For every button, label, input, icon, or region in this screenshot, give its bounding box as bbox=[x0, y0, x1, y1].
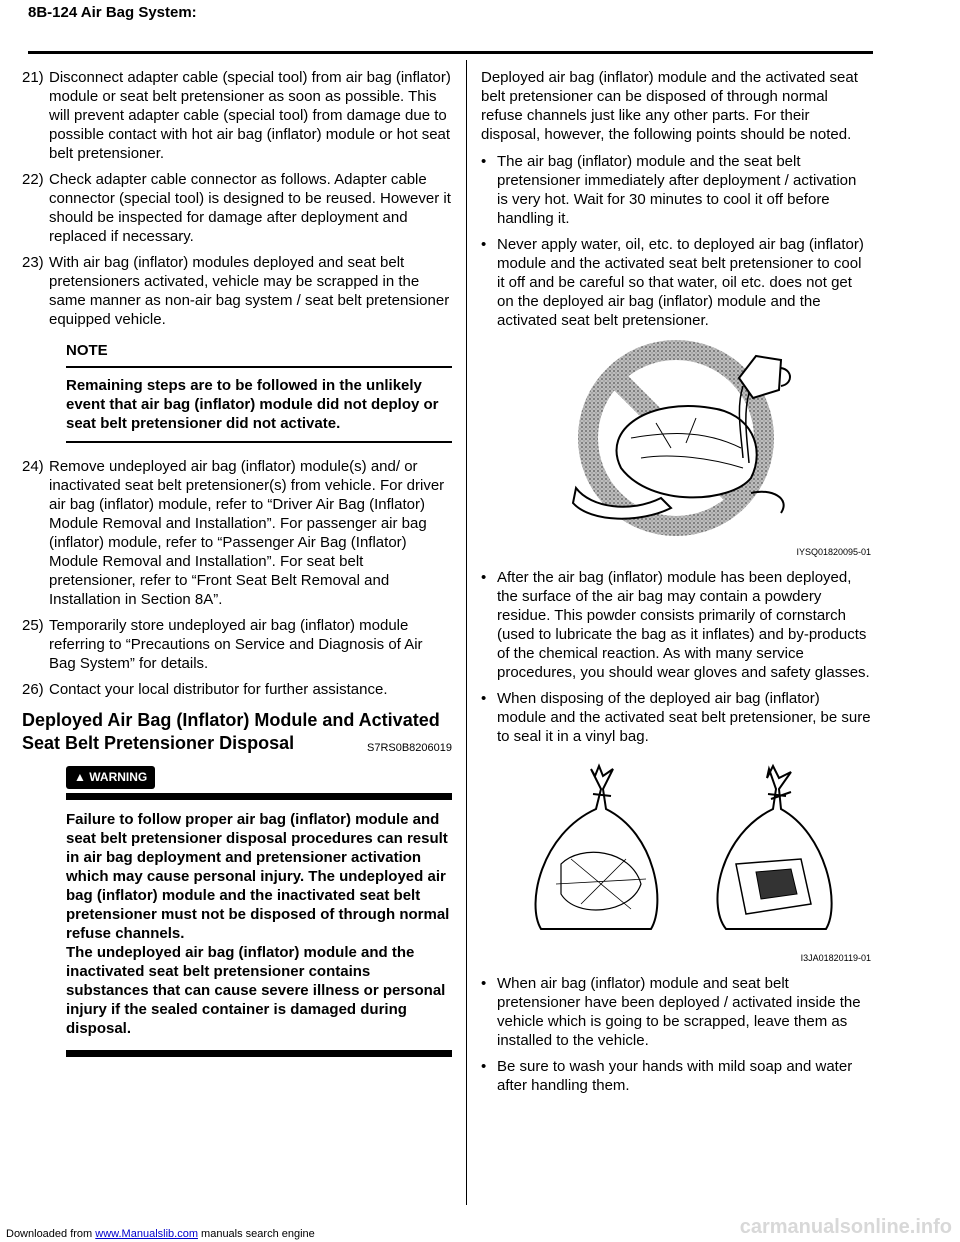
warning-rule-top bbox=[66, 793, 452, 800]
bullet-dot: • bbox=[481, 690, 487, 707]
step-number: 24) bbox=[22, 458, 44, 475]
bullet-text: The air bag (inflator) module and the seat belt pretensioner immediately after deployment / activation is very hot. Wait for 30 minutes to cool it off before handling it. bbox=[497, 153, 857, 227]
note-title: NOTE bbox=[66, 342, 108, 359]
bullet-text: When air bag (inflator) module and seat belt pretensioner have been deployed / activated inside the vehicle which is going to be scrapped, leave them as installed to the vehicle. bbox=[497, 975, 861, 1049]
right-column bbox=[481, 68, 871, 1102]
figure-vinyl-bags bbox=[481, 754, 871, 968]
bullet-dot: • bbox=[481, 236, 487, 253]
no-water-illustration bbox=[481, 338, 871, 538]
vinyl-bag-illustration bbox=[481, 754, 871, 944]
step-22 bbox=[22, 170, 452, 246]
bullet-item bbox=[481, 152, 871, 228]
bullet-item bbox=[481, 568, 871, 682]
header-rule bbox=[28, 51, 873, 54]
step-number: 23) bbox=[22, 254, 44, 271]
bullet-dot: • bbox=[481, 975, 487, 992]
figure-code: I3JA01820119-01 bbox=[800, 953, 871, 963]
section-title: Deployed Air Bag (Inflator) Module and Activated Seat Belt Pretensioner Disposal bbox=[22, 710, 440, 753]
bullet-text: When disposing of the deployed air bag (inflator) module and the activated seat belt pretensioner, be sure to seal it in a vinyl bag. bbox=[497, 690, 871, 745]
warning-icon: ▲ bbox=[74, 770, 86, 784]
step-26 bbox=[22, 680, 452, 699]
bullet-dot: • bbox=[481, 1058, 487, 1075]
step-number: 26) bbox=[22, 681, 44, 698]
left-column bbox=[22, 68, 452, 1057]
warning-box bbox=[66, 758, 452, 1057]
footer-prefix: Downloaded from bbox=[6, 1228, 96, 1240]
bullet-item bbox=[481, 689, 871, 746]
bullet-dot: • bbox=[481, 153, 487, 170]
step-21 bbox=[22, 68, 452, 163]
column-divider bbox=[466, 60, 467, 1205]
step-text: Temporarily store undeployed air bag (inflator) module referring to “Precautions on Service and Diagnosis of Air Bag System” for details. bbox=[49, 617, 423, 672]
warning-rule-bottom bbox=[66, 1050, 452, 1057]
step-number: 21) bbox=[22, 69, 44, 86]
bullet-text: After the air bag (inflator) module has been deployed, the surface of the air bag may contain a powdery residue. This powder consists primarily of cornstarch (used to lubricate the bag as it inflates) and by-products of the chemical reaction. As with many service procedures, you should wear gloves and safety glasses. bbox=[497, 569, 870, 681]
note-rule-bottom bbox=[66, 441, 452, 443]
warning-badge bbox=[66, 766, 155, 789]
right-intro: Deployed air bag (inflator) module and the activated seat belt pretensioner can be disposed of through normal refuse channels just like any other parts. For their disposal, however, the following points should be noted. bbox=[481, 69, 858, 143]
figure-no-water bbox=[481, 338, 871, 562]
bullet-item bbox=[481, 974, 871, 1050]
step-text: Disconnect adapter cable (special tool) from air bag (inflator) module or seat belt pretensioner as soon as possible. This will prevent adapter cable (special tool) from damage due to possible contact with hot air bag (inflator) module or hot seat belt pretensioner. bbox=[49, 69, 451, 162]
step-text: Contact your local distributor for further assistance. bbox=[49, 681, 388, 698]
step-text: Check adapter cable connector as follows. Adapter cable connector (special tool) is designed to be reused. However it should be inspected for damage after deployment and replaced if necessary. bbox=[49, 171, 451, 245]
step-24 bbox=[22, 457, 452, 609]
footer-suffix: manuals search engine bbox=[197, 1228, 315, 1240]
bullet-item bbox=[481, 235, 871, 330]
step-23 bbox=[22, 253, 452, 329]
bullet-text: Never apply water, oil, etc. to deployed air bag (inflator) module and the activated seat belt pretensioner to cool it off and be careful so that water, oil etc. does not get on the deployed air bag (inflator) module and the activated seat belt pretensioner. bbox=[497, 236, 864, 329]
note-box bbox=[66, 341, 452, 443]
step-number: 25) bbox=[22, 617, 44, 634]
warning-body bbox=[66, 800, 452, 1050]
bullet-item bbox=[481, 1057, 871, 1095]
manualslib-link[interactable]: www.Manualslib.com bbox=[95, 1228, 198, 1240]
warning-label: WARNING bbox=[89, 770, 148, 784]
steps-list-2 bbox=[22, 457, 452, 699]
warning-text-1: Failure to follow proper air bag (inflator) module and seat belt pretensioner disposal procedures can result in air bag deployment and pretensioner activation which may cause personal injury. The undeployed air bag (inflator) module and the inactivated seat belt pretensioner must not be disposed of through normal refuse channels. bbox=[66, 811, 450, 942]
step-text: With air bag (inflator) modules deployed and seat belt pretensioners activated, vehicle may be scrapped in the same manner as non-air bag system / seat belt pretensioner equipped vehicle. bbox=[49, 254, 450, 328]
step-number: 22) bbox=[22, 171, 44, 188]
watermark: carmanualsonline.info bbox=[739, 1216, 952, 1238]
note-body: Remaining steps are to be followed in the unlikely event that air bag (inflator) module did not deploy or seat belt pretensioner did not activate. bbox=[66, 377, 439, 432]
bullet-text: Be sure to wash your hands with mild soap and water after handling them. bbox=[497, 1058, 853, 1094]
warning-text-2: The undeployed air bag (inflator) module and the inactivated seat belt pretensioner contains substances that can cause severe illness or personal injury if the sealed container is damaged during disposal. bbox=[66, 944, 446, 1037]
figure-code: IYSQ01820095-01 bbox=[796, 547, 871, 557]
section-code: S7RS0B8206019 bbox=[366, 742, 452, 754]
page-header: 8B-124 Air Bag System: bbox=[28, 4, 197, 21]
steps-list-1 bbox=[22, 68, 452, 329]
step-25 bbox=[22, 616, 452, 673]
bullet-dot: • bbox=[481, 569, 487, 586]
step-text: Remove undeployed air bag (inflator) module(s) and/ or inactivated seat belt pretensioner(s) from vehicle. For driver air bag (inflator) module, refer to “Driver Air Bag (Inflator) Module Removal and Installation”. For passenger air bag (inflator) module, refer to “Passenger Air Bag (Inflator) Module Removal and Installation”. For seat belt pretensioner, refer to “Front Seat Belt Removal and Installation in Section 8A”. bbox=[49, 458, 445, 608]
footer bbox=[6, 1228, 315, 1240]
